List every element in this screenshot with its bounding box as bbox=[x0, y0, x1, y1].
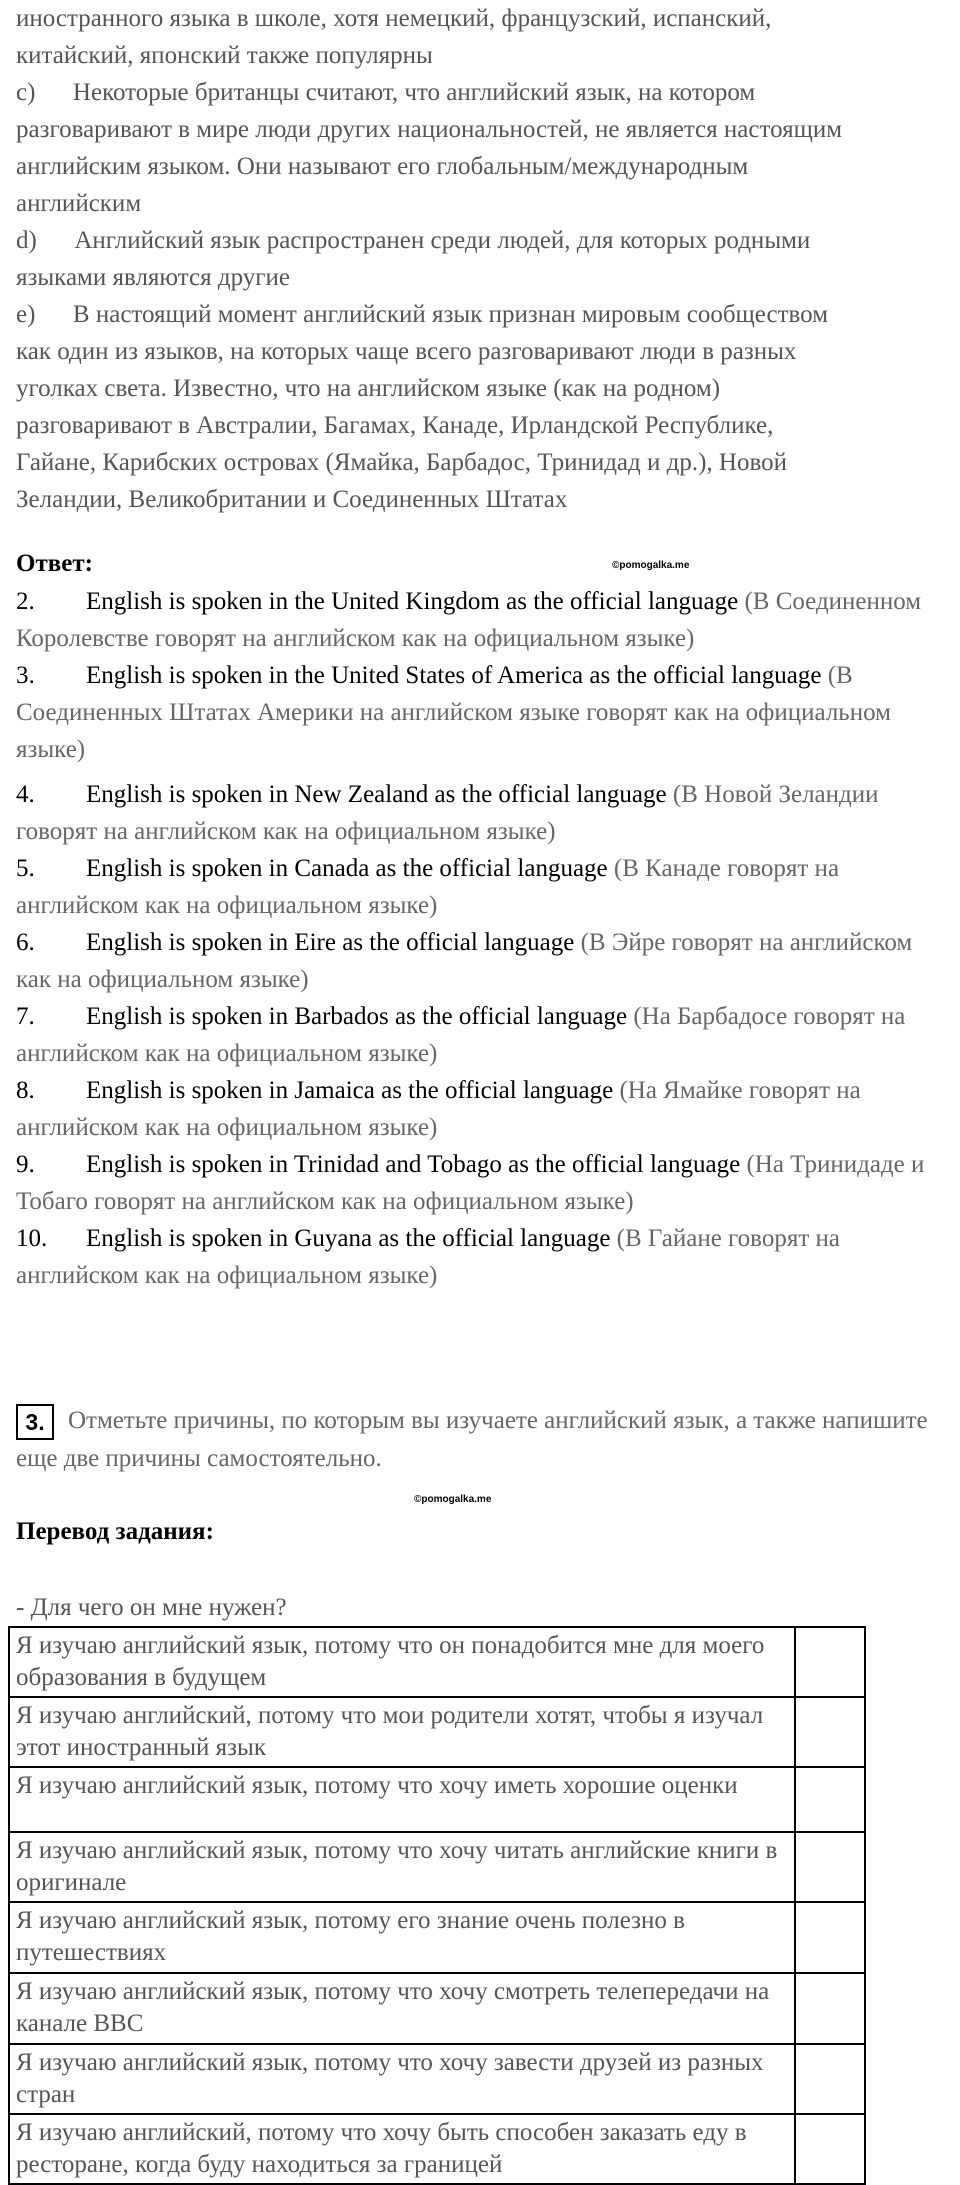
table-row bbox=[9, 1832, 865, 1902]
answer-item bbox=[0, 583, 960, 657]
intro-line: иностранного языка в школе, хотя немецкий, французский, испанский, bbox=[16, 5, 772, 32]
intro-text bbox=[0, 0, 960, 518]
intro-line: разговаривают в мире люди других национальностей, не является настоящим bbox=[16, 116, 843, 143]
answer-item bbox=[0, 1072, 960, 1146]
answer-number: 4. bbox=[16, 781, 35, 808]
answer-number: 7. bbox=[16, 1003, 35, 1030]
reason-text: Я изучаю английский, потому что хочу быть способен заказать еду в ресторане, когда буду находиться за границей bbox=[9, 2114, 795, 2184]
answer-item bbox=[0, 924, 960, 998]
intro-line: уголках света. Известно, что на английском языке (как на родном) bbox=[16, 375, 721, 402]
answer-item bbox=[0, 850, 960, 924]
answer-russian: (В Соединенном Королевстве говорят на английском как на официальном языке) bbox=[16, 588, 922, 652]
answer-list bbox=[0, 583, 960, 1294]
answer-number: 10. bbox=[16, 1225, 48, 1252]
answer-english: English is spoken in the United States of America as the official language bbox=[86, 662, 822, 689]
intro-line: языками являются другие bbox=[16, 264, 290, 291]
reason-checkbox[interactable] bbox=[795, 1902, 865, 1973]
intro-line: китайский, японский также популярны bbox=[16, 42, 433, 69]
reason-checkbox[interactable] bbox=[795, 1767, 865, 1832]
answer-number: 2. bbox=[16, 588, 35, 615]
answer-english: English is spoken in New Zealand as the official language bbox=[86, 781, 667, 808]
answer-english: English is spoken in Canada as the official language bbox=[86, 855, 608, 882]
intro-line: как один из языков, на которых чаще всего разговаривают люди в разных bbox=[16, 338, 797, 365]
answer-russian: (На Барбадосе говорят на английском как на официальном языке) bbox=[16, 1003, 906, 1067]
reason-text: Я изучаю английский язык, потому его знание очень полезно в путешествиях bbox=[9, 1902, 795, 1973]
intro-line: английским bbox=[16, 190, 142, 217]
table-row bbox=[9, 1627, 865, 1697]
answer-russian: (В Новой Зеландии говорят на английском как на официальном языке) bbox=[16, 781, 879, 845]
task-3 bbox=[0, 1402, 960, 1477]
answer-english: English is spoken in Trinidad and Tobago as the official language bbox=[86, 1151, 741, 1178]
answer-english: English is spoken in Barbados as the official language bbox=[86, 1003, 628, 1030]
reason-checkbox[interactable] bbox=[795, 2044, 865, 2114]
answer-english: English is spoken in Eire as the official language bbox=[86, 929, 575, 956]
answer-item bbox=[0, 776, 960, 850]
reason-checkbox[interactable] bbox=[795, 1973, 865, 2044]
answer-item bbox=[0, 1146, 960, 1220]
question: - Для чего он мне нужен? bbox=[16, 1594, 287, 1621]
reason-text: Я изучаю английский язык, потому что он понадобится мне для моего образования в будущем bbox=[9, 1627, 795, 1697]
reason-checkbox[interactable] bbox=[795, 1832, 865, 1902]
task-3-text: Отметьте причины, по которым вы изучаете английский язык, а также напишите еще две причины самостоятельно. bbox=[16, 1407, 928, 1473]
intro-line: c) Некоторые британцы считают, что английский язык, на котором bbox=[16, 79, 756, 106]
task-3-text-block bbox=[0, 1402, 960, 1477]
intro-line: Гайане, Карибских островах (Ямайка, Барбадос, Тринидад и др.), Новой bbox=[16, 449, 787, 476]
intro-line: английским языком. Они называют его глобальным/международным bbox=[16, 153, 749, 180]
table-row bbox=[9, 1902, 865, 1973]
reason-checkbox[interactable] bbox=[795, 2114, 865, 2184]
answer-number: 6. bbox=[16, 929, 35, 956]
answer-russian: (В Канаде говорят на английском как на официальном языке) bbox=[16, 855, 840, 919]
table-row bbox=[9, 2044, 865, 2114]
translation-label: Перевод задания: bbox=[16, 1518, 214, 1545]
table-row bbox=[9, 1767, 865, 1832]
task-number-box: 3. bbox=[16, 1404, 54, 1440]
answer-item bbox=[0, 998, 960, 1072]
reason-text: Я изучаю английский язык, потому что хочу читать английские книги в оригинале bbox=[9, 1832, 795, 1902]
answer-number: 8. bbox=[16, 1077, 35, 1104]
reason-text: Я изучаю английский, потому что мои родители хотят, чтобы я изучал этот иностранный язык bbox=[9, 1697, 795, 1767]
answer-english: English is spoken in the United Kingdom as the official language bbox=[86, 588, 739, 615]
table-row bbox=[9, 1973, 865, 2044]
answer-number: 5. bbox=[16, 855, 35, 882]
answer-russian: (В Гайане говорят на английском как на официальном языке) bbox=[16, 1225, 840, 1289]
watermark: ©pomogalka.me bbox=[414, 1494, 492, 1505]
reason-text: Я изучаю английский язык, потому что хочу смотреть телепередачи на канале BBC bbox=[9, 1973, 795, 2044]
answer-number: 3. bbox=[16, 662, 35, 689]
watermark: ©pomogalka.me bbox=[612, 560, 690, 571]
answer-russian: (На Ямайке говорят на английском как на официальном языке) bbox=[16, 1077, 861, 1141]
answer-russian: (В Эйре говорят на английском как на официальном языке) bbox=[16, 929, 913, 993]
intro-line: Зеландии, Великобритании и Соединенных Штатах bbox=[16, 486, 568, 513]
intro-line: e) В настоящий момент английский язык признан мировым сообществом bbox=[16, 301, 829, 328]
answer-english: English is spoken in Guyana as the official language bbox=[86, 1225, 611, 1252]
reason-text: Я изучаю английский язык, потому что хочу завести друзей из разных стран bbox=[9, 2044, 795, 2114]
answer-russian: (В Соединенных Штатах Америки на английском языке говорят как на официальном языке) bbox=[16, 662, 891, 763]
answer-english: English is spoken in Jamaica as the official language bbox=[86, 1077, 614, 1104]
intro-line: разговаривают в Австралии, Багамах, Канаде, Ирландской Республике, bbox=[16, 412, 774, 439]
answer-number: 9. bbox=[16, 1151, 35, 1178]
table-row bbox=[9, 2114, 865, 2184]
intro-line: d) Английский язык распространен среди людей, для которых родными bbox=[16, 227, 811, 254]
reasons-table bbox=[8, 1626, 866, 2185]
table-row bbox=[9, 1697, 865, 1767]
reason-checkbox[interactable] bbox=[795, 1697, 865, 1767]
reason-checkbox[interactable] bbox=[795, 1627, 865, 1697]
answer-russian: (На Тринидаде и Тобаго говорят на английском как на официальном языке) bbox=[16, 1151, 925, 1215]
answer-item bbox=[0, 657, 960, 768]
answer-item bbox=[0, 1220, 960, 1294]
reason-text: Я изучаю английский язык, потому что хочу иметь хорошие оценки bbox=[9, 1767, 795, 1832]
answer-label: Ответ: bbox=[16, 550, 93, 577]
